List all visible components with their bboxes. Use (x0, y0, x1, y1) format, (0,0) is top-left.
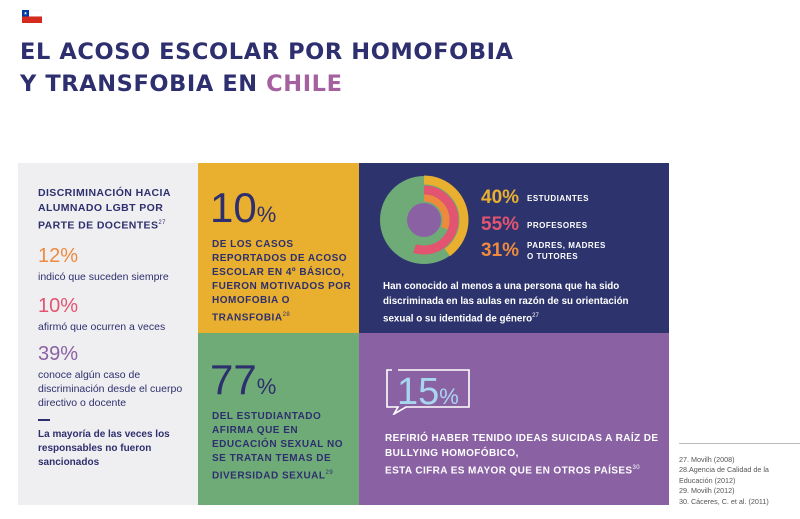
legend-value-1: 40% (481, 187, 520, 208)
stat-value-2: 10% (38, 295, 79, 317)
legend-label-2: PROFESORES (527, 220, 588, 230)
references-divider (679, 443, 800, 444)
yellow-number-value: 10 (210, 184, 257, 231)
navy-text-body: Han conocido al menos a una persona que ha sido discriminada en las aulas en razón de su orientación sexual o su identidad de género (383, 281, 629, 325)
title-line-2 (20, 68, 514, 100)
legend-label-3 (527, 240, 606, 262)
legend-value-3: 31% (481, 240, 520, 261)
legend-label-3a: PADRES, MADRES (527, 241, 606, 250)
title-line-1: EL ACOSO ESCOLAR POR HOMOFOBIA (20, 39, 514, 65)
legend-row-2 (481, 214, 588, 236)
references (679, 455, 799, 507)
legend-label-3b: O TUTORES (527, 252, 579, 261)
title-line-2-prefix: Y TRANSFOBIA EN (20, 71, 267, 97)
yellow-number-unit: % (256, 202, 277, 227)
legend-row-3 (481, 240, 606, 262)
left-heading (38, 186, 193, 234)
purple-text-2: ESTA CIFRA ES MAYOR QUE EN OTROS PAÍSES (385, 465, 633, 477)
navy-ref: 27 (532, 313, 539, 319)
legend-row-1 (481, 187, 589, 209)
sex-education-panel (198, 333, 359, 505)
reference-27: 27. Movilh (2008) (679, 455, 735, 464)
green-number-value: 77 (210, 356, 257, 403)
left-footer: La mayoría de las veces los responsables no fueron sancionados (38, 429, 170, 468)
donut-center (407, 203, 441, 237)
yellow-text-body: DE LOS CASOS REPORTADOS DE ACOSO ESCOLAR EN 4º BÁSICO, FUERON MOTIVADOS POR HOMOFOBIA O TRANSFOBIA (212, 239, 352, 324)
purple-text-1: REFIRIÓ HABER TENIDO IDEAS SUICIDAS A RAÍZ DE BULLYING HOMOFÓBICO, (385, 433, 659, 459)
fourth-grade-panel (198, 163, 359, 333)
title-accent: CHILE (266, 71, 343, 97)
left-heading-text: DISCRIMINACIÓN HACIA ALUMNADO LGBT POR PARTE DE DOCENTES (38, 187, 171, 232)
yellow-number (210, 184, 277, 236)
stat-text-3: conoce algún caso de discriminación desde el cuerpo directivo o docente (38, 369, 183, 409)
legend-label-1: ESTUDIANTES (527, 193, 589, 203)
yellow-ref: 28 (282, 312, 291, 318)
purple-text (385, 432, 660, 479)
legend-value-2: 55% (481, 214, 520, 235)
left-heading-ref: 27 (158, 220, 166, 226)
reference-30: 30. Cáceres, C. et al. (2011) (679, 496, 769, 506)
page-title (20, 36, 514, 100)
navy-text (383, 280, 653, 327)
stat-text-2: afirmó que ocurren a veces (38, 321, 166, 333)
purple-number-unit: % (439, 384, 459, 409)
green-text (212, 410, 357, 483)
green-number (210, 356, 277, 408)
green-text-body: DEL ESTUDIANTADO AFIRMA QUE EN EDUCACIÓN SEXUAL NO SE TRATAN TEMAS DE DIVERSIDAD SEXUAL (212, 411, 343, 482)
reference-29: 29. Movilh (2012) (679, 486, 735, 496)
stat-value-1: 12% (38, 245, 79, 267)
known-victims-panel (359, 163, 669, 333)
reference-28: 28.Agencia de Calidad de la Educación (2012) (679, 465, 769, 485)
purple-number (397, 373, 459, 416)
purple-number-value: 15 (397, 371, 440, 413)
stat-value-3: 39% (38, 343, 79, 365)
teacher-discrimination-panel (18, 163, 198, 505)
suicidal-ideation-panel (359, 333, 669, 505)
stat-text-1: indicó que suceden siempre (38, 271, 169, 283)
donut-chart (379, 175, 469, 265)
divider (38, 419, 50, 421)
yellow-text (212, 238, 357, 325)
chile-flag-icon (22, 10, 42, 23)
green-ref: 29 (325, 470, 334, 476)
green-number-unit: % (256, 374, 277, 399)
purple-ref: 30 (632, 465, 640, 471)
